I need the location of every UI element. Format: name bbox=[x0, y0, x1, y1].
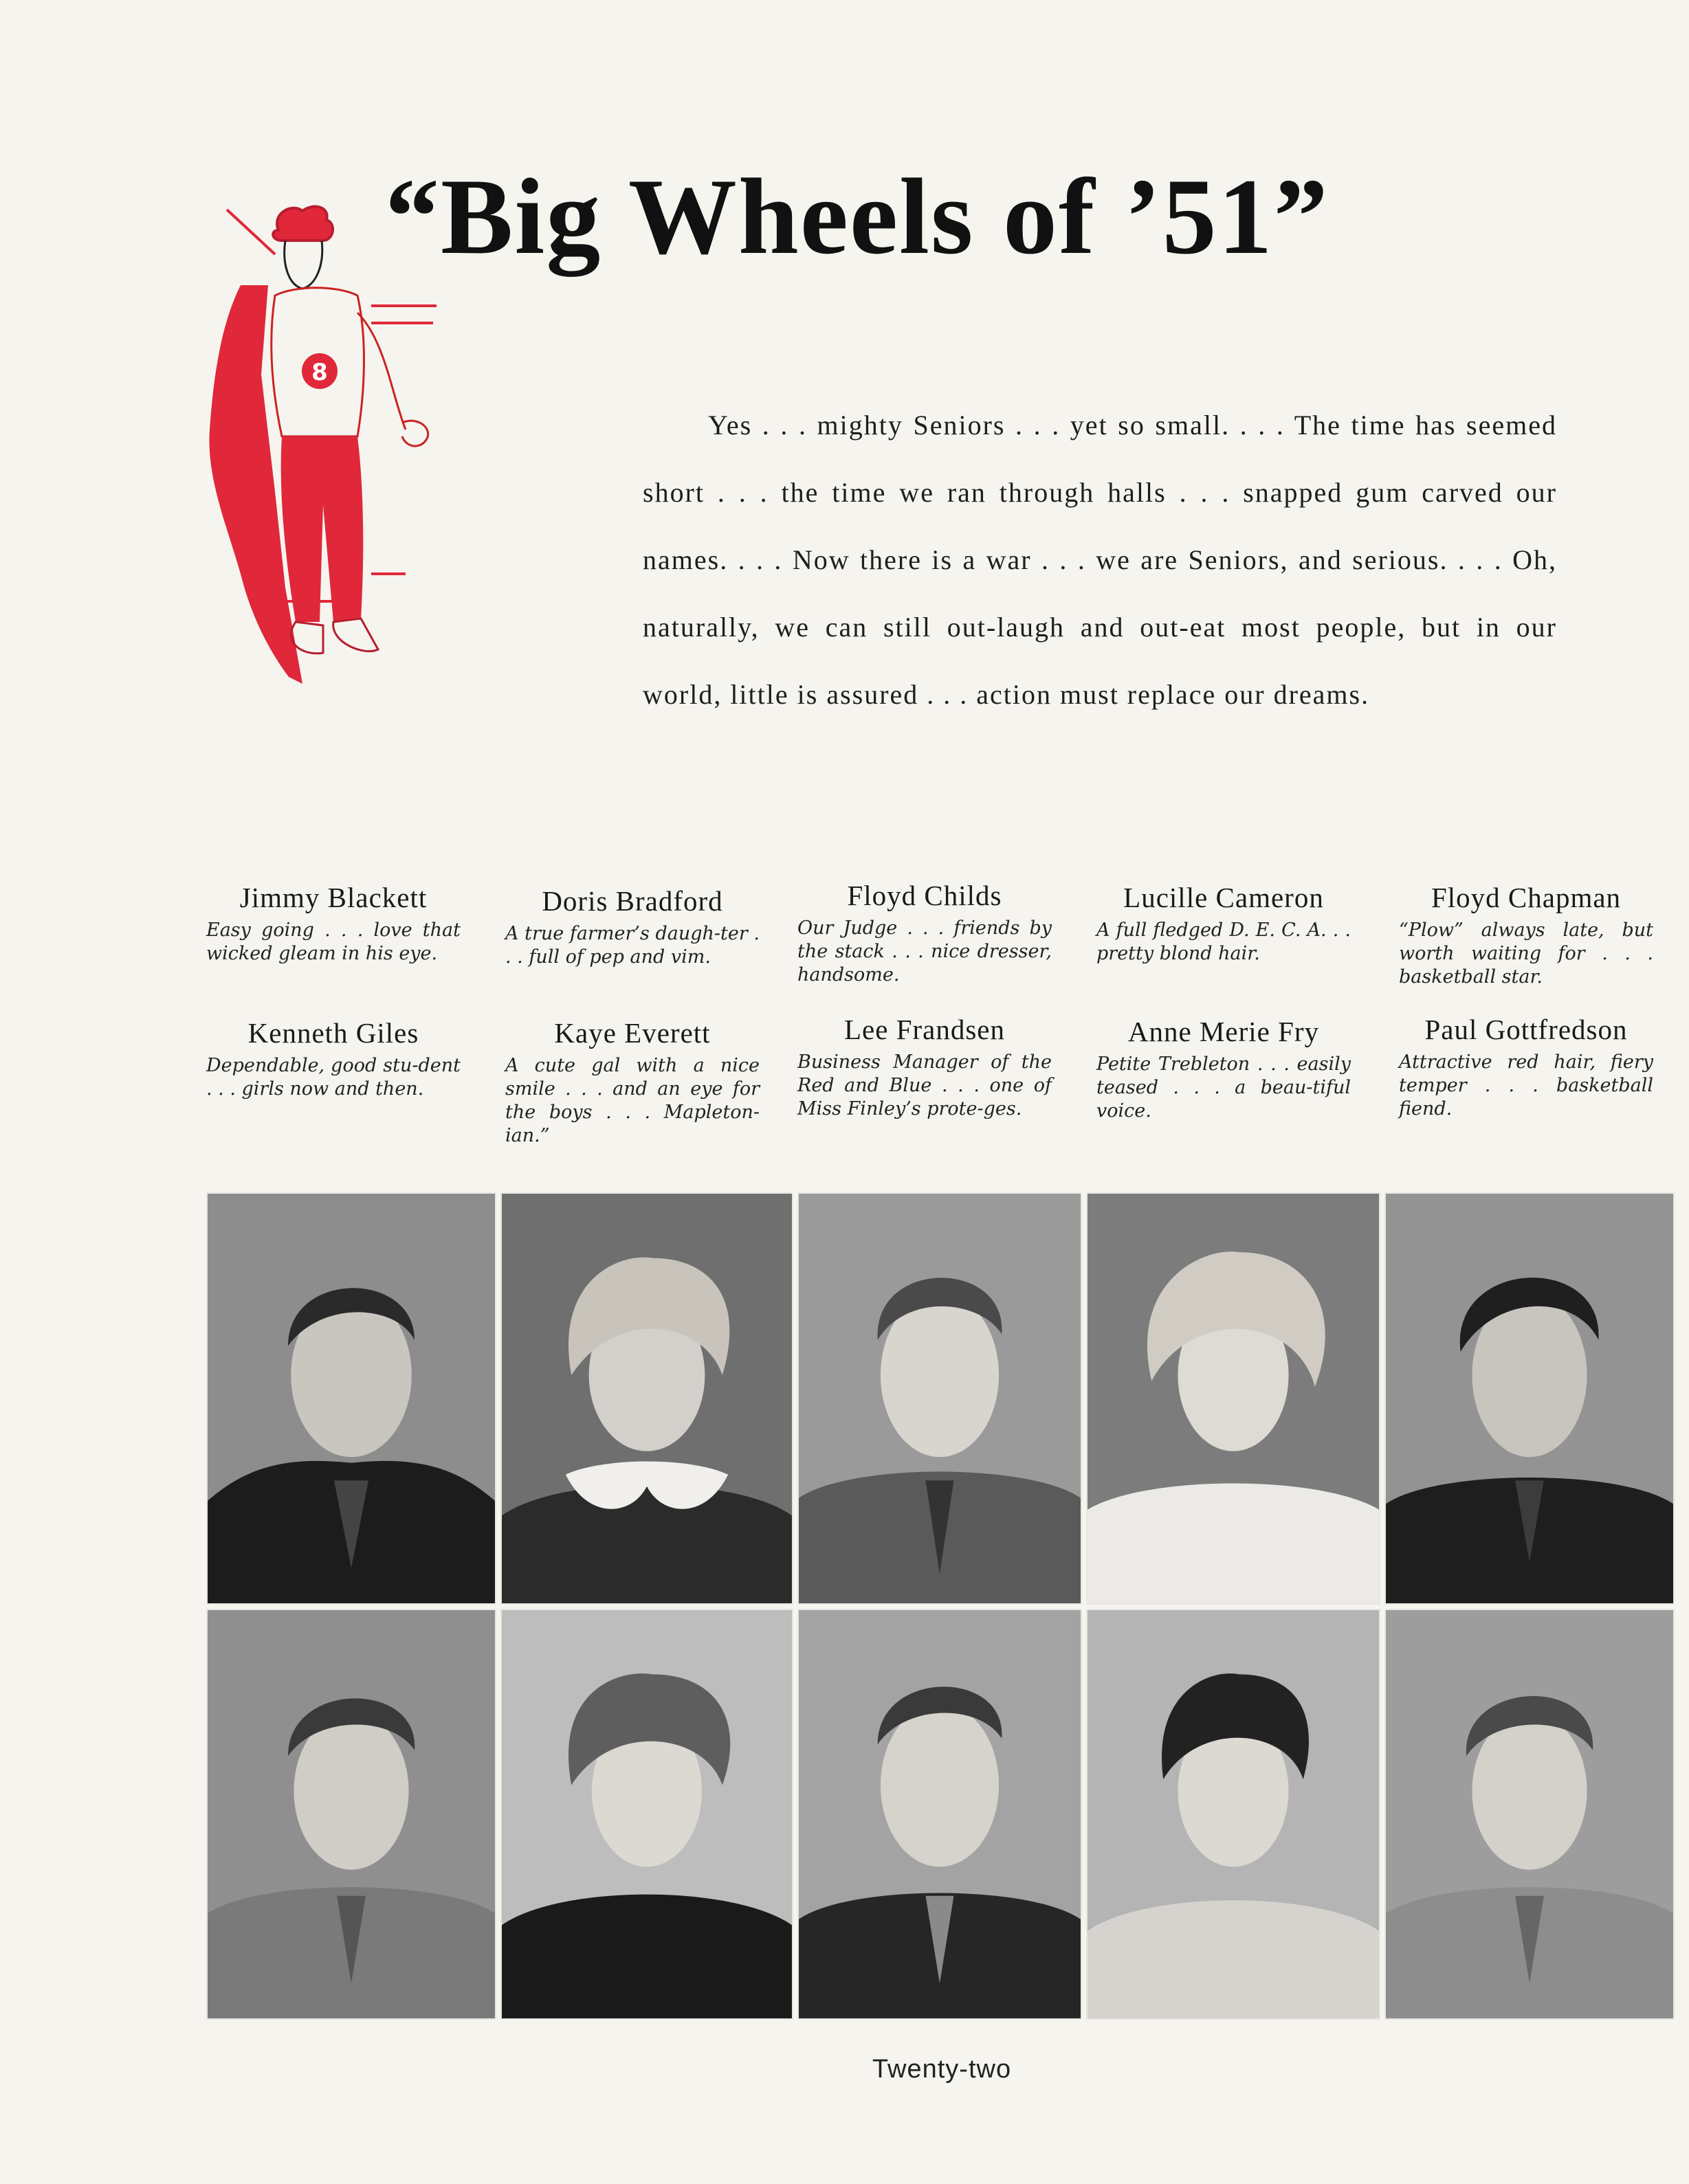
senior-mascot-illustration bbox=[199, 203, 447, 704]
portrait-floyd-chapman bbox=[1384, 1192, 1675, 1605]
senior-bio-lee-frandsen bbox=[797, 1014, 1052, 1121]
portrait-paul-gottfredson bbox=[1384, 1609, 1675, 2020]
portrait-lucille-cameron bbox=[1086, 1192, 1380, 1605]
senior-description: “Plow” always late, but worth waiting for . . . basketball star. bbox=[1399, 920, 1653, 988]
portrait-jimmy-blackett bbox=[206, 1192, 496, 1605]
senior-description: Business Manager of the Red and Blue . . . one of Miss Finley’s prote-ges. bbox=[797, 1051, 1052, 1119]
senior-bio-jimmy-blackett bbox=[206, 882, 461, 966]
portrait-grid bbox=[206, 1192, 1686, 2017]
senior-name: Kaye Everett bbox=[554, 1017, 711, 1049]
portrait-lee-frandsen bbox=[797, 1609, 1082, 2020]
senior-description: Attractive red hair, fiery temper . . . basketball fiend. bbox=[1399, 1051, 1653, 1119]
portrait-kenneth-giles bbox=[206, 1609, 496, 2020]
senior-bio-kaye-everett bbox=[505, 1017, 760, 1148]
senior-description: A true farmer’s daugh-ter . . . full of pep and vim. bbox=[505, 923, 760, 968]
senior-bio-paul-gottfredson bbox=[1399, 1014, 1653, 1121]
senior-name: Doris Bradford bbox=[542, 885, 723, 917]
senior-bio-anne-merie-fry bbox=[1096, 1016, 1351, 1123]
senior-name: Floyd Chapman bbox=[1431, 882, 1622, 913]
senior-description: A cute gal with a nice smile . . . and an eye for the boys . . . Mapleton-ian.” bbox=[505, 1055, 760, 1146]
senior-bio-kenneth-giles bbox=[206, 1017, 461, 1101]
senior-name: Lucille Cameron bbox=[1123, 882, 1324, 913]
senior-bio-floyd-chapman bbox=[1399, 882, 1653, 989]
page-title: “Big Wheels of ’51” bbox=[385, 157, 1329, 277]
senior-name: Lee Frandsen bbox=[844, 1014, 1005, 1045]
portrait-doris-bradford bbox=[500, 1192, 793, 1605]
intro-paragraph: Yes . . . mighty Seniors . . . yet so small. . . . The time has seemed short . . . the time we ran through halls . . . snapped gum carved our names. . . . Now there is a war . . . we are Seniors, and serious. . . . Oh, naturally, we can still out-laugh and out-eat most people, but in our world, little is assured . . . action must replace our dreams. bbox=[643, 410, 1557, 710]
senior-description: Dependable, good stu-dent . . . girls now and then. bbox=[206, 1055, 461, 1100]
senior-name: Paul Gottfredson bbox=[1424, 1014, 1628, 1045]
senior-name: Anne Merie Fry bbox=[1127, 1016, 1320, 1047]
senior-description: Easy going . . . love that wicked gleam in his eye. bbox=[206, 920, 461, 964]
senior-name: Kenneth Giles bbox=[247, 1017, 419, 1049]
senior-description: A full fledged D. E. C. A. . . pretty blond hair. bbox=[1096, 920, 1351, 964]
page-number: Twenty-two bbox=[872, 2055, 1012, 2084]
senior-name: Floyd Childs bbox=[847, 880, 1002, 911]
mascot-shirt-letter: 8 bbox=[311, 359, 328, 386]
senior-name: Jimmy Blackett bbox=[239, 882, 428, 913]
portrait-kaye-everett bbox=[500, 1609, 793, 2020]
senior-description: Petite Trebleton . . . easily teased . . . a beau-tiful voice. bbox=[1096, 1054, 1351, 1122]
senior-bio-floyd-childs bbox=[797, 880, 1052, 987]
portrait-floyd-childs bbox=[797, 1192, 1082, 1605]
senior-description: Our Judge . . . friends by the stack . . . nice dresser, handsome. bbox=[797, 917, 1052, 985]
portrait-anne-merie-fry bbox=[1086, 1609, 1380, 2020]
senior-bio-lucille-cameron bbox=[1096, 882, 1351, 966]
senior-bio-doris-bradford bbox=[505, 885, 760, 969]
